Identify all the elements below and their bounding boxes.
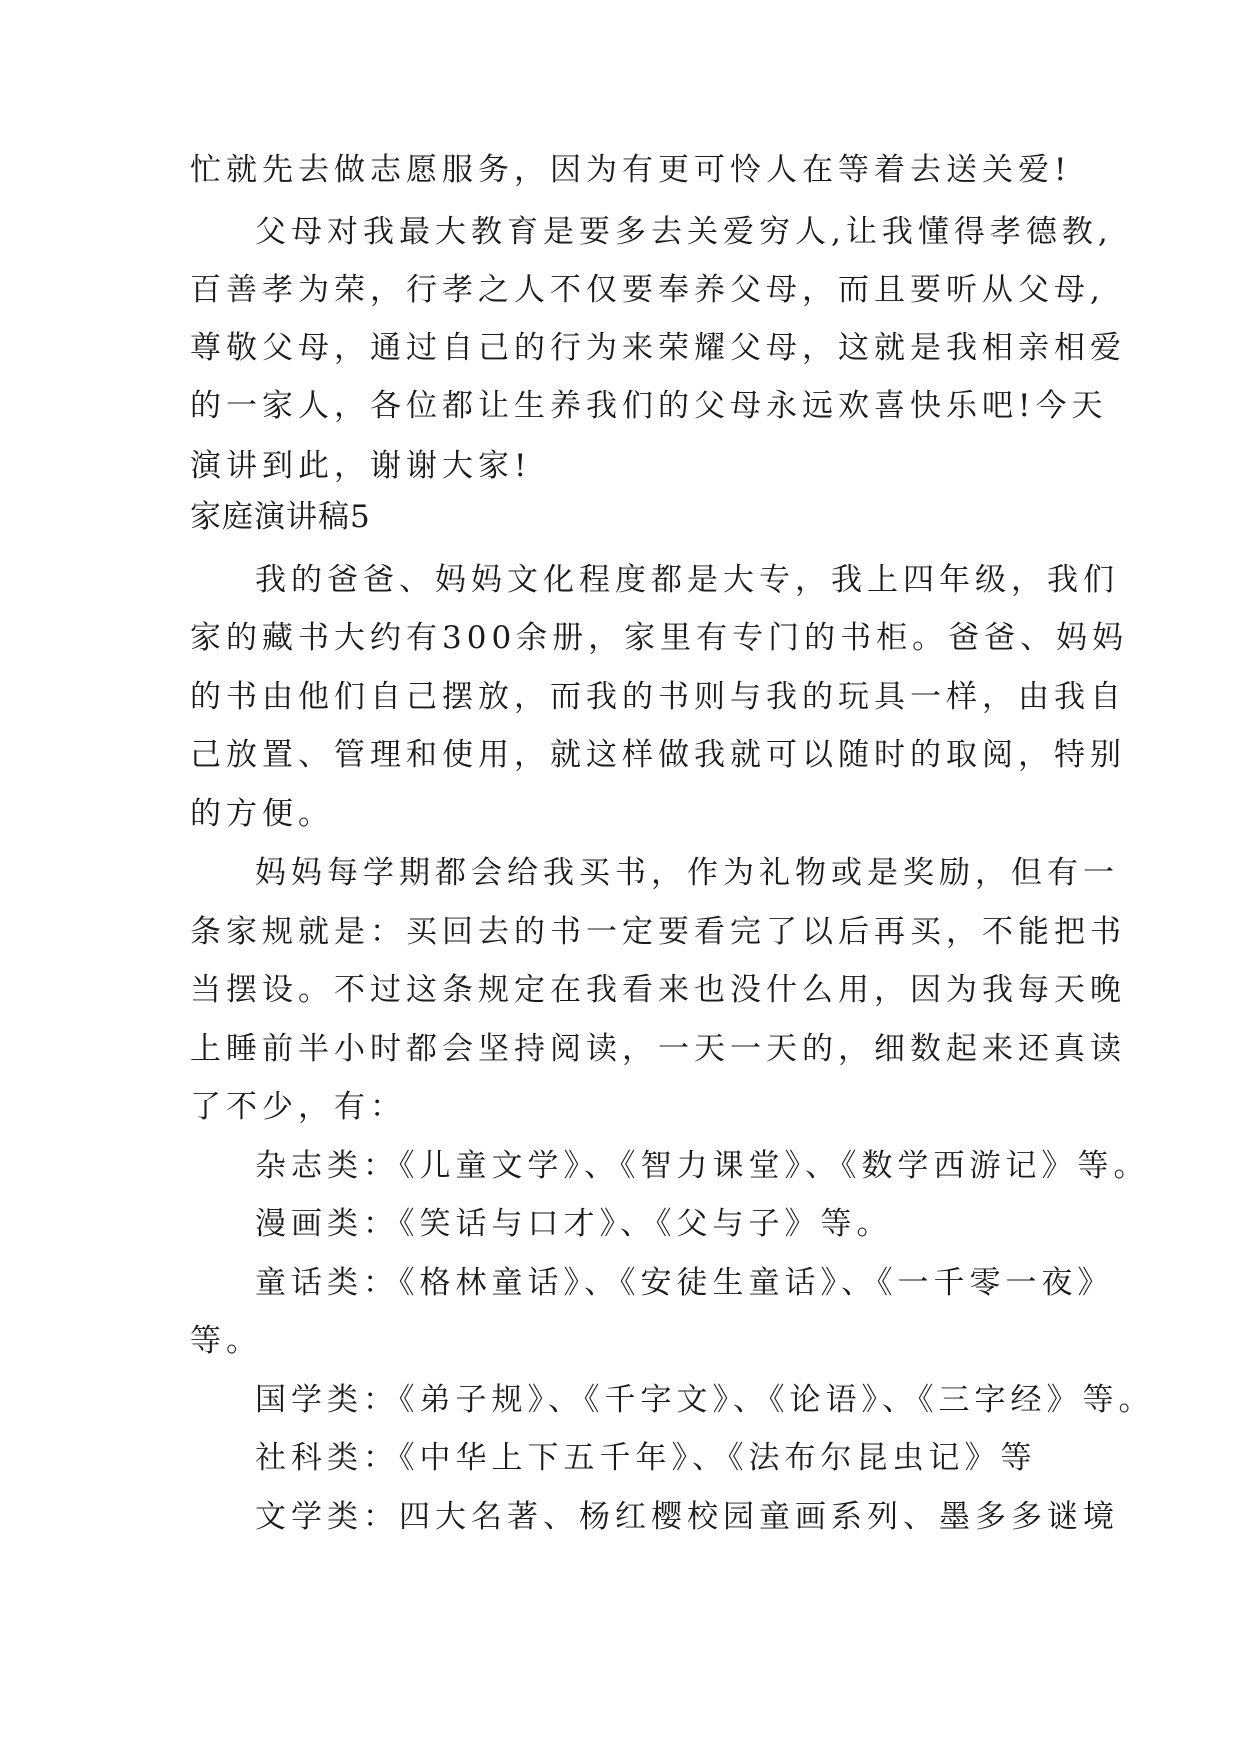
text-line: 条家规就是：买回去的书一定要看完了以后再买，不能把书 [190,914,1126,950]
text-line: 家的藏书大约有300余册，家里有专门的书柜。爸爸、妈妈 [190,620,1129,656]
text-line: 上睡前半小时都会坚持阅读，一天一天的，细数起来还真读 [190,1031,1126,1067]
text-line: 国学类：《弟子规》、《千字文》、《论语》、《三字经》等。 [255,1382,1155,1418]
text-line: 己放置、管理和使用，就这样做我就可以随时的取阅，特别 [190,737,1126,773]
text-line: 的一家人，各位都让生养我们的父母永远欢喜快乐吧!今天 [190,388,1108,424]
section-heading: 家庭演讲稿5 [190,499,371,535]
text-line: 妈妈每学期都会给我买书，作为礼物或是奖励，但有一 [255,855,1119,891]
text-line: 杂志类：《儿童文学》、《智力课堂》、《数学西游记》等。 [255,1148,1150,1184]
text-line: 尊敬父母，通过自己的行为来荣耀父母，这就是我相亲相爱 [190,330,1126,366]
text-line: 忙就先去做志愿服务，因为有更可怜人在等着去送关爱! [190,152,1072,188]
text-line: 了不少，有： [190,1089,406,1125]
text-line: 漫画类：《笑话与口才》、《父与子》等。 [255,1206,893,1242]
text-line: 的方便。 [190,796,334,832]
text-line: 社科类：《中华上下五千年》、《法布尔昆虫记》等 [255,1440,1037,1476]
text-line: 百善孝为荣，行孝之人不仅要奉养父母，而且要听从父母, [190,272,1105,308]
text-line: 童话类：《格林童话》、《安徒生童话》、《一千零一夜》 [255,1265,1114,1301]
text-line: 父母对我最大教育是要多去关爱穷人,让我懂得孝德教, [255,214,1113,250]
text-line: 演讲到此，谢谢大家! [190,448,532,484]
text-line: 当摆设。不过这条规定在我看来也没什么用，因为我每天晚 [190,972,1126,1008]
text-line: 我的爸爸、妈妈文化程度都是大专，我上四年级，我们 [255,562,1119,598]
text-line: 文学类：四大名著、杨红樱校园童画系列、墨多多谜境 [255,1499,1119,1535]
text-line: 的书由他们自己摆放，而我的书则与我的玩具一样，由我自 [190,679,1126,715]
text-line: 等。 [190,1323,262,1359]
